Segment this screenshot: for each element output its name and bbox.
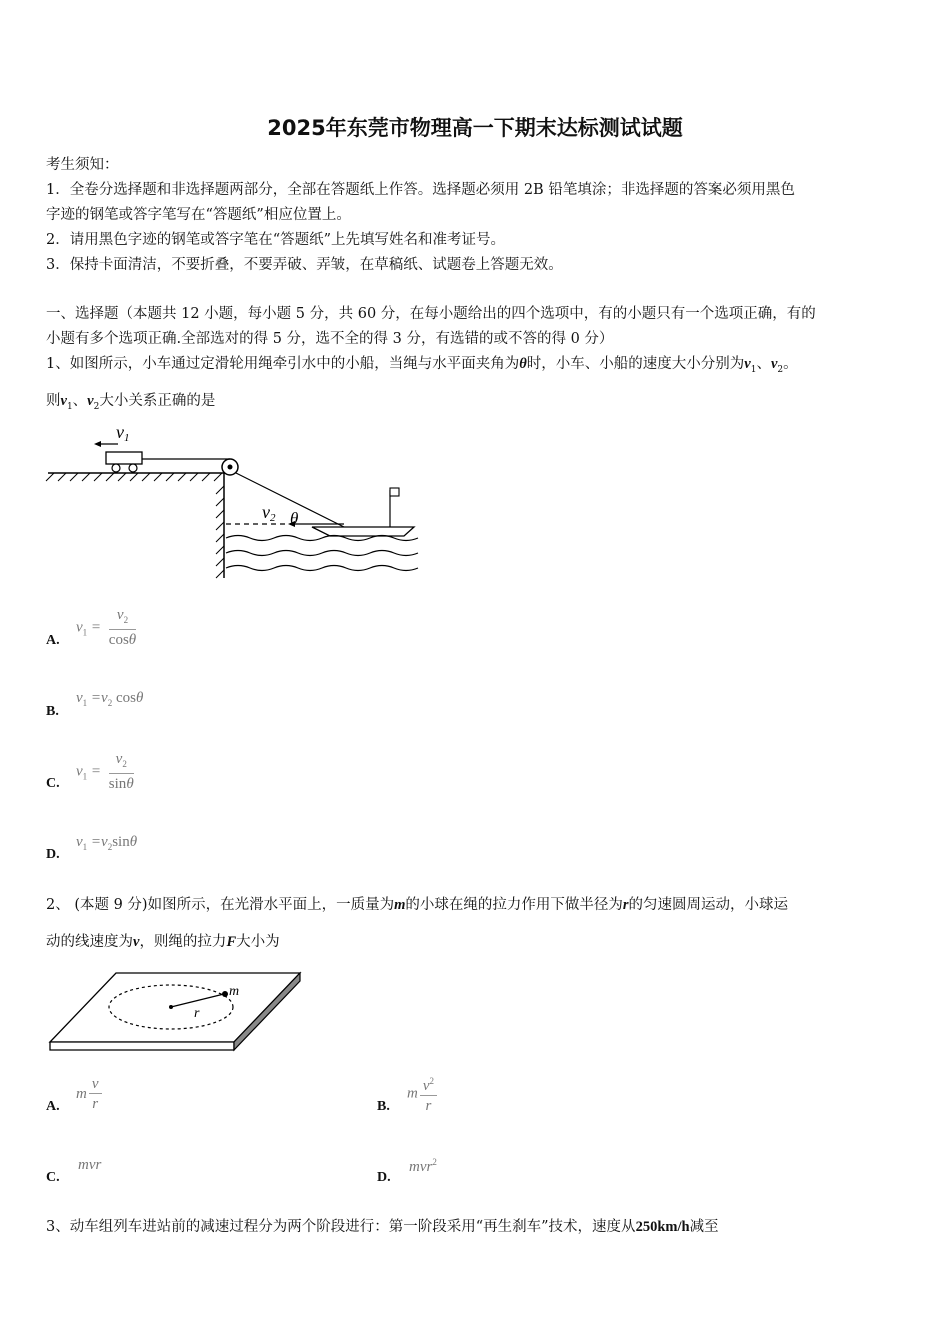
q2-option-b-formula: m $\frac{v^2}{r}$ (407, 1072, 437, 1116)
q2-option-d-label[interactable]: D. (377, 1170, 391, 1185)
q1-option-c-label[interactable]: C. (46, 776, 60, 791)
notice-line-1b: 字迹的钢笔或答字笔写在“答题纸”相应位置上。 (46, 207, 351, 223)
notice-heading: 考生须知： (46, 157, 119, 173)
q3-text: 3、动车组列车进站前的减速过程分为两个阶段进行：第一阶段采用“再生刹车”技术，速度从250km/h减至 (46, 1219, 719, 1235)
fig-m-label: m (229, 984, 240, 999)
section-line-1: 一、选择题（本题共 12 小题，每小题 5 分，共 60 分，在每小题给出的四个选项中，有的小题只有一个选项正确，有的 (46, 306, 816, 322)
q1-option-b-formula: $v_1 =v_2$ cosθ (76, 690, 144, 708)
q2-option-c-label[interactable]: C. (46, 1170, 60, 1185)
notice-line-1a: 1．全卷分选择题和非选择题两部分，全部在答题纸上作答。选择题必须用 2B 铅笔填涂；非选择题的答案必须用黑色 (46, 182, 795, 198)
q1-option-c-formula: $v_1$ = $\frac{v_2}{\sin\theta}$ (76, 751, 134, 792)
fig-theta-label: θ (290, 509, 299, 528)
page-title: 2025年东莞市物理高一下期末达标测试试题 (267, 116, 683, 140)
q2-option-a-label[interactable]: A. (46, 1099, 60, 1114)
fig-r-label: r (194, 1006, 200, 1021)
q1-option-d-label[interactable]: D. (46, 847, 60, 862)
q1-option-b-label[interactable]: B. (46, 704, 59, 719)
q2-option-d-formula: mvr$^2$ (409, 1157, 437, 1175)
notice-line-3: 3．保持卡面清洁，不要折叠，不要弄破、弄皱，在草稿纸、试题卷上答题无效。 (46, 257, 563, 273)
q1-option-d-formula: $v_1 =v_2\sin\theta$ (76, 834, 138, 852)
q1-option-a-label[interactable]: A. (46, 633, 60, 648)
q1-option-a-formula: $v_1$ = $\frac{v_2}{\cos\theta}$ (76, 607, 137, 648)
notice-line-2: 2．请用黑色字迹的钢笔或答字笔在“答题纸”上先填写姓名和准考证号。 (46, 232, 506, 248)
q1-text-line-1: 1、如图所示，小车通过定滑轮用绳牵引水中的小船，当绳与水平面夹角为θ时，小车、小船的速度大小分别为$v_1$、$v_2$。 (46, 356, 798, 375)
q2-circle-figure (48, 968, 308, 1054)
fig-v1-label: v1 (116, 422, 130, 444)
fig-v2-label: v2 (262, 502, 276, 524)
section-line-2: 小题有多个选项正确.全部选对的得 5 分，选不全的得 3 分，有选错的或不答的得 0 分） (46, 331, 614, 347)
q1-text-line-2: 则$v_1$、$v_2$大小关系正确的是 (46, 393, 216, 412)
q2-text-line-1: 2、 (本题 9 分)如图所示，在光滑水平面上，一质量为m的小球在绳的拉力作用下做半径为r的匀速圆周运动，小球运 (46, 897, 789, 913)
q2-option-a-formula: m $\frac{v}{r}$ (76, 1075, 102, 1114)
q2-text-line-2: 动的线速度为v，则绳的拉力F大小为 (46, 934, 280, 950)
q2-option-c-formula: mvr (78, 1157, 102, 1173)
q1-pulley-figure (44, 418, 434, 583)
q2-option-b-label[interactable]: B. (377, 1099, 390, 1114)
